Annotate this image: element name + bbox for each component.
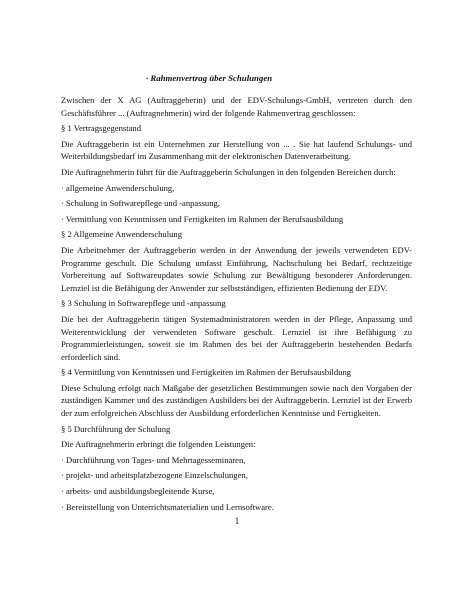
section-1-list-item: · allgemeine Anwenderschulung, <box>61 182 175 193</box>
section-5-heading: § 5 Durchführung der Schulung <box>61 423 171 434</box>
section-5-list-item: · arbeits- und ausbildungsbegleitende Kurse, <box>61 486 215 497</box>
section-5-list-item: · projekt- und arbeitsplatzbezogene Einzelschulungen, <box>61 470 248 481</box>
section-1-heading: § 1 Vertragsgegenstand <box>61 123 142 134</box>
section-5-paragraph: Die Auftragnehmerin erbringt die folgenden Leistungen: <box>61 439 256 450</box>
intro-paragraph: Zwischen der X AG (Auftraggeberin) und der EDV-Schulungs-GmbH, vertreten durch den Geschäftsführer ... (Auftragnehmerin) wird der folgende Rahmenvertrag geschlossen: <box>61 95 412 118</box>
section-2-paragraph: Die Arbeitnehmer der Auftraggeberin werden in der Anwendung der jeweils verwendeten EDV-Programme geschult. Die Schulung umfasst Einführung, Nachschulung bei Bedarf, rechtzeitige Vorbereitung auf Softwareupdates sowie Schulung zur Bewältigung besonderer Anforderungen. Lernziel ist die Befähigung der Anwender zur selbstständigen, effizienten Bedienung der EDV. <box>61 244 412 293</box>
section-2-heading: § 2 Allgemeine Anwenderschulung <box>61 229 183 240</box>
document-title: · Rahmenvertrag über Schulungen <box>146 73 273 83</box>
section-1-paragraph-2: Die Auftragnehmerin führt für die Auftraggeberin Schulungen in den folgenden Bereichen durch: <box>61 166 396 177</box>
document-body <box>61 94 412 516</box>
section-3-heading: § 3 Schulung in Softwarepflege und -anpassung <box>61 298 226 309</box>
section-1-paragraph-1: Die Auftraggeberin ist ein Unternehmen zur Herstellung von ... . Sie hat laufend Schulungs- und Weiterbildungsbedarf im Zusammenhang mit der elektronischen Datenverarbeitung. <box>61 138 412 162</box>
section-5-list-item: · Bereitstellung von Unterrichtsmaterialien und Lernsoftware. <box>61 501 274 512</box>
page-number: 1 <box>234 516 240 526</box>
section-1-list-item: · Vermittlung von Kenntnissen und Fertigkeiten im Rahmen der Berufsausbildung <box>61 213 344 224</box>
section-4-paragraph: Diese Schulung erfolgt nach Maßgabe der gesetzlichen Bestimmungen sowie nach den Vorgaben der zuständigen Kammer und des zuständigen Ausbilders bei der Auftraggeberin. Lernziel ist der Erwerb der zum erfolgreichen Abschluss der Ausbildung erforderlichen Kenntnisse und Fertigkeiten. <box>61 382 412 419</box>
section-5-list-item: · Durchführung von Tages- und Mehrtagesseminaren, <box>61 454 246 465</box>
section-1-list-item: · Schulung in Softwarepflege und -anpassung, <box>61 198 220 209</box>
section-4-heading: § 4 Vermittlung von Kenntnissen und Fertigkeiten im Rahmen der Berufsausbildung <box>61 367 352 378</box>
section-3-paragraph: Die bei der Auftraggeberin tätigen Systemadministratoren werden in der Pflege, Anpassung und Weiterentwicklung der verwendeten Software geschult. Lernziel ist ihre Befähigung zu Programmierleistungen, soweit sie im Rahmen des bei der Auftraggeberin bestehenden Bedarfs erforderlich sind. <box>61 313 412 362</box>
